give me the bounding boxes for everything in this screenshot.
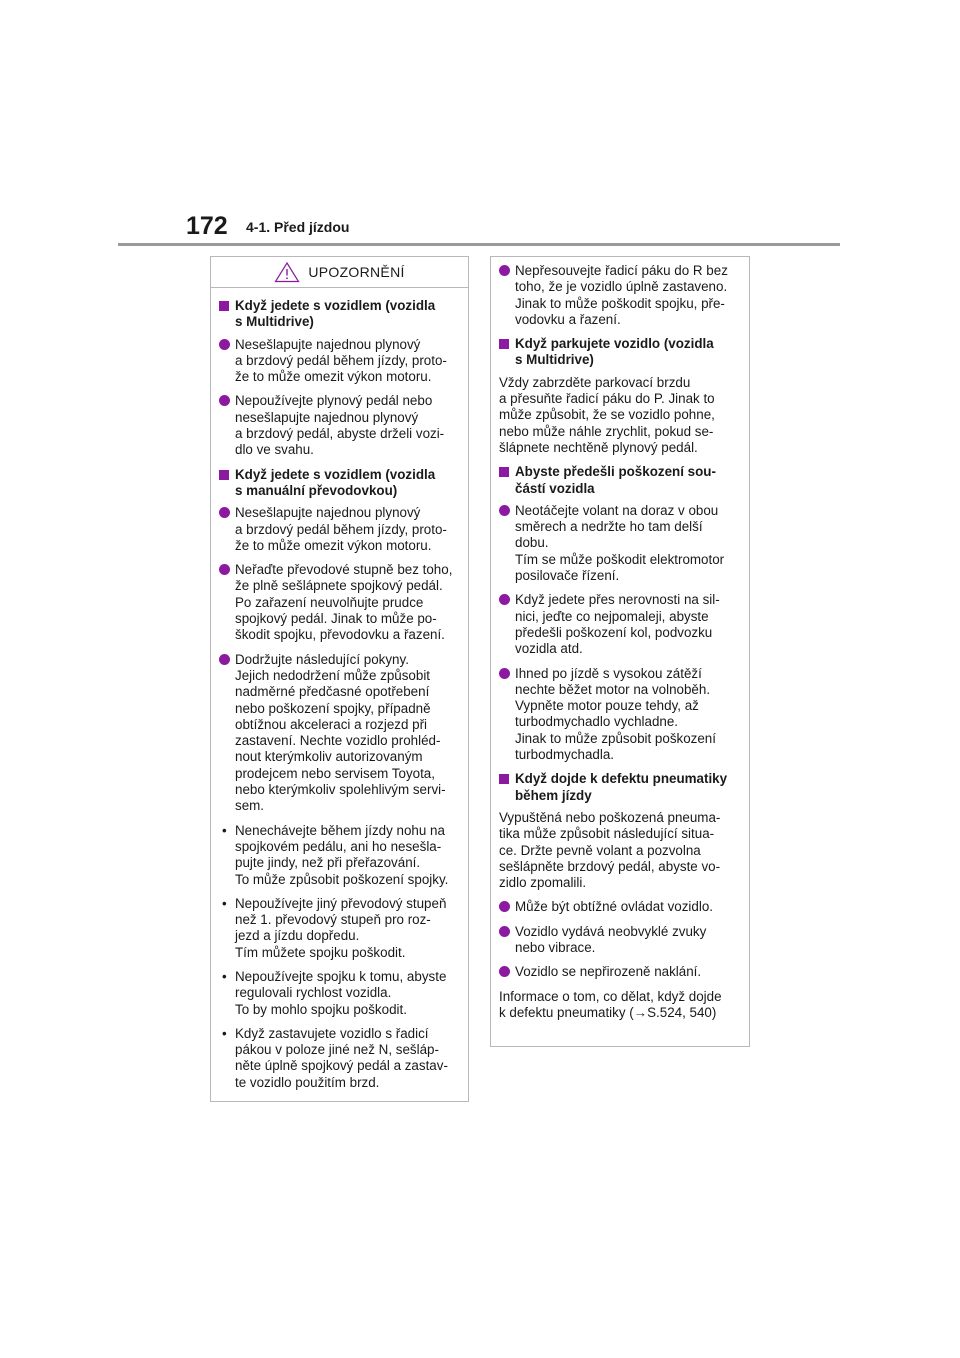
text-line: sešlápněte brzdový pedál, abyste vo- [499, 858, 721, 874]
text-line: během jízdy [515, 787, 592, 803]
text-line: šlápnete nechtěně plynový pedál. [499, 439, 698, 455]
text-line: a brzdový pedál během jízdy, proto- [235, 352, 447, 368]
text-line: Nepřesouvejte řadicí páku do R bez [515, 263, 728, 278]
text-line: Vozidlo se nepřirozeně naklání. [515, 964, 702, 980]
text-line: spojkový pedál. Jinak to může po- [235, 611, 437, 627]
text-line: částí vozidla [515, 480, 595, 496]
text-line: s Multidrive) [235, 314, 314, 330]
bullet-item [499, 592, 741, 657]
text-line: Vypněte motor pouze tehdy, až [515, 698, 699, 714]
text-line: Když jedete s vozidlem (vozidla [235, 466, 436, 482]
text-line: může způsobit, že se vozidlo pohne, [499, 407, 715, 423]
text-line: s manuální převodovkou) [235, 482, 398, 498]
text-line: Nesešlapujte najednou plynový [235, 336, 421, 352]
heading-damage [499, 464, 741, 497]
text-line: nout kterýmkoliv autorizovaným [235, 749, 423, 765]
text-line: Tím se může poškodit elektromotor [515, 551, 725, 567]
text-line: • Když zastavujete vozidlo s řadicí [235, 1025, 429, 1041]
bullet-item [499, 924, 741, 957]
text-line: vodovku a řazení. [515, 311, 621, 327]
text-line: že plně sešlápnete spojkový pedál. [235, 578, 443, 594]
bullet-item [499, 964, 741, 980]
warning-box-continued [490, 256, 750, 1047]
text-line: turbodmychadla. [515, 747, 614, 763]
warning-triangle-icon [274, 261, 300, 283]
text-line: pákou v poloze jiné než N, sešláp- [235, 1042, 439, 1058]
text-line: Informace o tom, co dělat, když dojde [499, 988, 722, 1004]
text-line: než 1. převodový stupeň pro roz- [235, 912, 431, 928]
bullet-item [499, 899, 741, 915]
text-line: nebo poškození spojky, případně [235, 700, 431, 716]
warning-title: UPOZORNĚNÍ [308, 263, 405, 280]
bullet-item [499, 263, 741, 328]
text-line: • Nenechávejte během jízdy nohu na [235, 822, 445, 838]
text-line: Neotáčejte volant na doraz v obou [515, 502, 719, 518]
text-line: škodit spojku, převodovku a řazení. [235, 627, 445, 643]
text-line: Po zařazení neuvolňujte prudce [235, 594, 424, 610]
text-line: nesešlapujte najednou plynový [235, 409, 419, 425]
warning-header [211, 257, 468, 288]
heading-flat-tire [499, 771, 741, 804]
text-line: dlo ve svahu. [235, 442, 314, 458]
text-line: Abyste předešli poškození sou- [515, 464, 716, 480]
text-line: Vždy zabrzděte parkovací brzdu [499, 374, 691, 390]
dash-item [219, 896, 460, 961]
text-line: Ihned po jízdě s vysokou zátěží [515, 665, 702, 681]
text-line: zidlo zpomalili. [499, 875, 587, 891]
bullet-item [219, 337, 460, 386]
text-line: pujte jindy, než při přeřazování. [235, 855, 421, 871]
text-line: tika může způsobit následující situa- [499, 826, 715, 842]
text-line: To by mohlo spojku poškodit. [235, 1001, 407, 1017]
text-line: Když dojde k defektu pneumatiky [515, 771, 728, 787]
text-line: nebo vibrace. [515, 939, 596, 955]
bullet-item [219, 393, 460, 458]
text-line: turbodmychadlo vychladne. [515, 714, 679, 730]
bullet-item [219, 562, 460, 643]
heading-parking [499, 336, 741, 369]
page-number: 172 [186, 212, 228, 240]
paragraph [499, 810, 741, 891]
warning-box [210, 256, 469, 1102]
text-line: • Nepoužívejte jiný převodový stupeň [235, 895, 447, 911]
bullet-item [499, 503, 741, 584]
text-line: směrech a nedržte ho tam delší [515, 519, 703, 535]
text-line: Jinak to může způsobit poškození [515, 730, 716, 746]
left-column-body [211, 288, 468, 1091]
dash-item [219, 969, 460, 1018]
text-line: posilovače řízení. [515, 568, 620, 584]
text-line: To může způsobit poškození spojky. [235, 871, 449, 887]
text-line: • Nepoužívejte spojku k tomu, abyste [235, 968, 447, 984]
text-line: Když jedete přes nerovnosti na sil- [515, 592, 720, 608]
text-line: že to může omezit výkon motoru. [235, 369, 432, 385]
text-line: Dodržujte následující pokyny. [235, 651, 409, 667]
paragraph-reference [499, 989, 741, 1022]
text-line: spojkovém pedálu, ani ho nesešla- [235, 838, 442, 854]
text-line: ce. Držte pevně volant a pozvolna [499, 842, 701, 858]
text-line: Vozidlo vydává neobvyklé zvuky [515, 923, 707, 939]
text-line: a přesuňte řadicí páku do P. Jinak to [499, 391, 715, 407]
right-column-body [491, 257, 749, 1021]
text-line: a brzdový pedál, abyste drželi vozi- [235, 426, 445, 442]
text-line: Tím můžete spojku poškodit. [235, 944, 406, 960]
text-line: prodejcem nebo servisem Toyota, [235, 765, 435, 781]
heading-manual [219, 467, 460, 500]
text-line: Když jedete s vozidlem (vozidla [235, 298, 436, 313]
bullet-item [219, 505, 460, 554]
text-line: nebo může náhle zrychlit, pokud se- [499, 423, 714, 439]
text-line: regulovali rychlost vozidla. [235, 985, 392, 1001]
text-line: Jejich nedodržení může způsobit [235, 667, 431, 683]
text-line: nebo kterýmkoliv spolehlivým servi- [235, 782, 446, 798]
text-line: nechte běžet motor na volnoběh. [515, 681, 711, 697]
text-line: toho, že je vozidlo úplně zastaveno. [515, 279, 728, 295]
text-line: předešli poškození kol, podvozku [515, 624, 713, 640]
text-line: vozidla atd. [515, 641, 583, 657]
text-line: zastavení. Nechte vozidlo prohléd- [235, 733, 441, 749]
text-line: nadměrné předčasné opotřebení [235, 684, 430, 700]
dash-item [219, 823, 460, 888]
text-line: Když parkujete vozidlo (vozidla [515, 336, 714, 352]
text-line: s Multidrive) [515, 352, 594, 368]
heading-multidrive [219, 298, 460, 331]
header-rule [118, 243, 840, 246]
text-line: Nepoužívejte plynový pedál nebo [235, 393, 433, 409]
dash-item [219, 1026, 460, 1091]
text-line: něte úplně spojkový pedál a zastav- [235, 1058, 448, 1074]
text-line: nici, jeďte co nejpomaleji, abyste [515, 608, 709, 624]
text-line: Jinak to může poškodit spojku, pře- [515, 295, 725, 311]
text-line: Neřaďte převodové stupně bez toho, [235, 562, 453, 578]
section-title: 4-1. Před jízdou [246, 219, 350, 235]
bullet-item [219, 652, 460, 815]
text-line: Nesešlapujte najednou plynový [235, 505, 421, 521]
text-line: obtížnou akceleraci a rozjezd při [235, 716, 428, 732]
text-line: te vozidlo použitím brzd. [235, 1074, 380, 1090]
text-line: že to může omezit výkon motoru. [235, 537, 432, 553]
text-line: dobu. [515, 535, 549, 551]
text-line: a brzdový pedál během jízdy, proto- [235, 521, 447, 537]
text-line: sem. [235, 798, 265, 814]
text-line: Může být obtížné ovládat vozidlo. [515, 899, 713, 915]
bullet-item [499, 666, 741, 764]
text-line: jezd a jízdu dopředu. [235, 928, 360, 944]
text-line: Vypuštěná nebo poškozená pneuma- [499, 809, 721, 825]
paragraph [499, 375, 741, 456]
text-line: k defektu pneumatiky (→S.524, 540) [499, 1004, 717, 1020]
